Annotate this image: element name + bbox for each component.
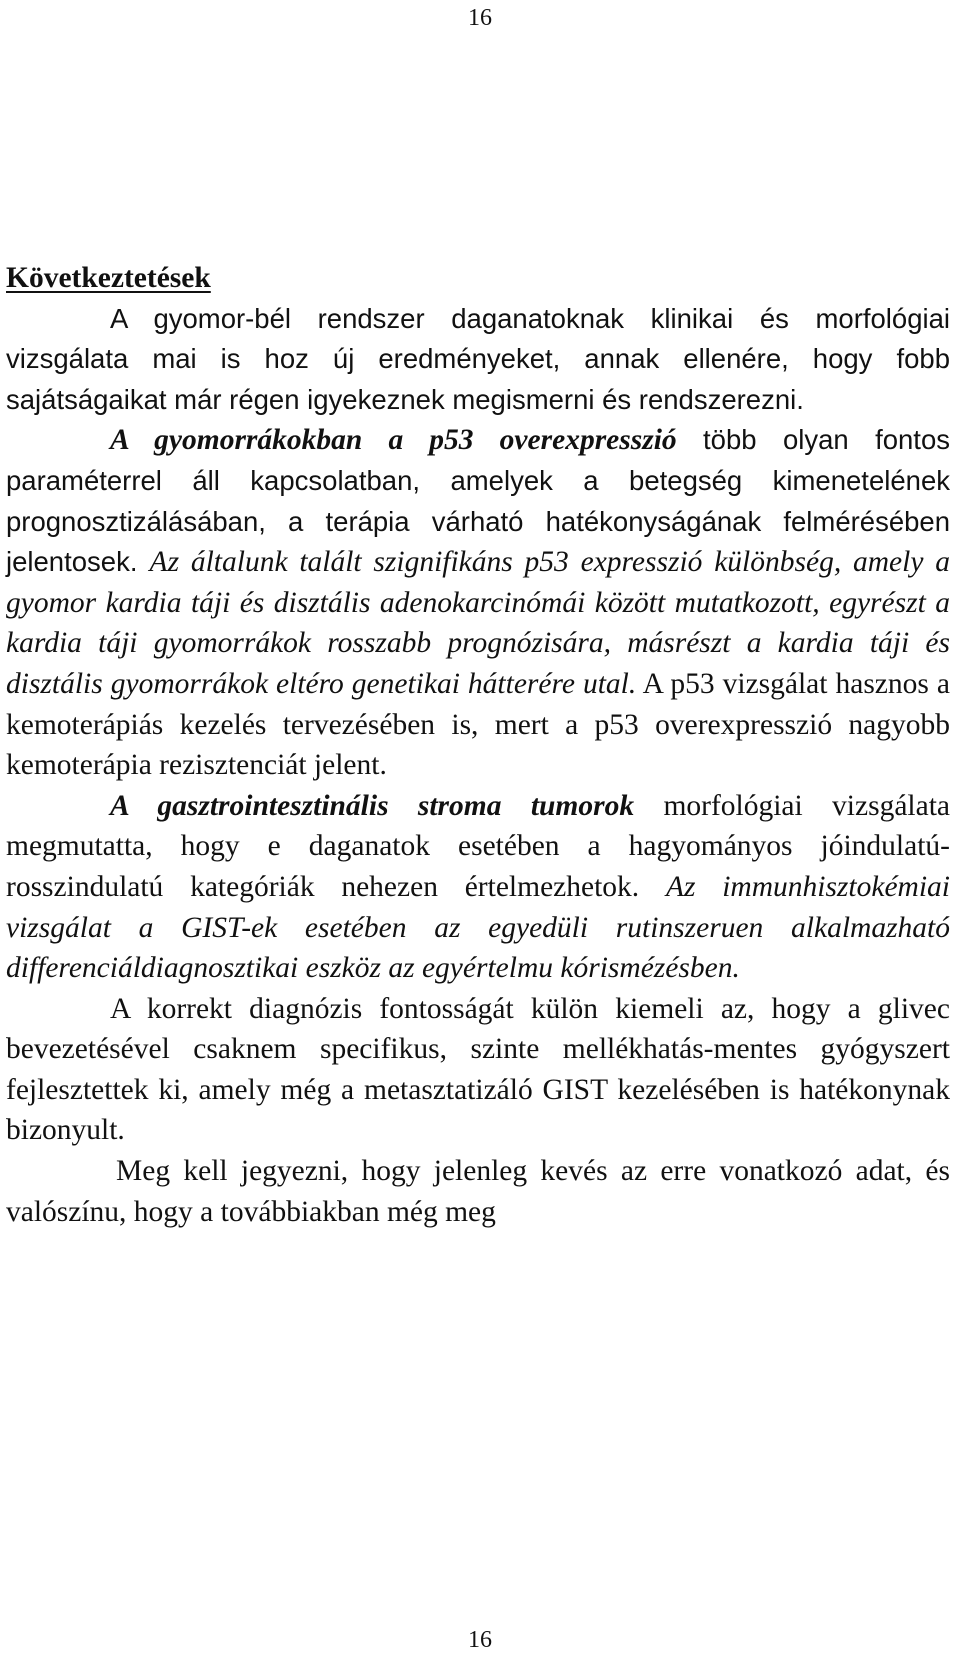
paragraph-diagnosis [6,989,950,1151]
document-body [6,258,950,1232]
paragraph-note [6,1151,950,1232]
page-number-bottom: 16 [468,1627,492,1653]
gist-italic-finding: Az immunhisztokémiai vizsgálat a GIST-ek esetében az egyedüli rutinszeruen alkalmazható differenciáldiagnosztikai eszköz az egyértelmu kórismézésben. [6,870,950,985]
gist-text-a: morfológiai vizsgálata megmutatta, hogy e daganatok esetében a hagyományos jóindulatú- rosszindulatú kategóriák nehezen értelmezhetok. [6,789,951,903]
p53-text-b: A p53 vizsgálat hasznos a kemoterápiás kezelés tervezésében is, mert a p53 overexpresszió nagyobb kemoterápia rezisztenciát jelent. [6,667,950,782]
paragraph-gist [6,786,950,989]
note-text: Meg kell jegyezni, hogy jelenleg kevés az erre vonatkozó adat, és valószínu, hogy a továbbiakban még meg [6,1155,950,1228]
paragraph-intro-text: A gyomor-bél rendszer daganatoknak klinikai és morfológiai vizsgálata mai is hoz új eredményeket, annak ellenére, hogy fobb sajátságaikat már régen igyekeznek megismerni és rendszerezni. [6,302,950,415]
paragraph-p53 [6,420,950,785]
section-heading: Következtetések [6,262,211,294]
gist-lead-phrase: A gasztrointesztinális stroma tumorok [110,789,635,822]
p53-text-a: több olyan fontos paraméterrel áll kapcsolatban, amelyek a betegség kimenetelének prognosztizálásában, a terápia várható hatékonyságának felmérésében jelentosek. [6,424,950,578]
paragraph-intro [6,299,950,421]
p53-lead-phrase: A gyomorrákokban a p53 overexpresszió [110,424,677,457]
p53-italic-finding: Az általunk talált szignifikáns p53 expresszió különbség, amely a gyomor kardia táji és disztális adenokarcinómái között mutatkozott, egyrészt a kardia táji gyomorrákok rosszabb prognózisára, másrészt a kardia táji és disztális gyomorrákok eltéro genetikai hátterére utal. [6,546,950,700]
page-number-top: 16 [468,5,492,31]
diagnosis-text: A korrekt diagnózis fontosságát külön kiemeli az, hogy a glivec bevezetésével csaknem specifikus, szinte mellékhatás-mentes gyógyszert fejlesztettek ki, amely még a metasztatizáló GIST kezelésében is hatékonynak bizonyult. [6,992,950,1147]
